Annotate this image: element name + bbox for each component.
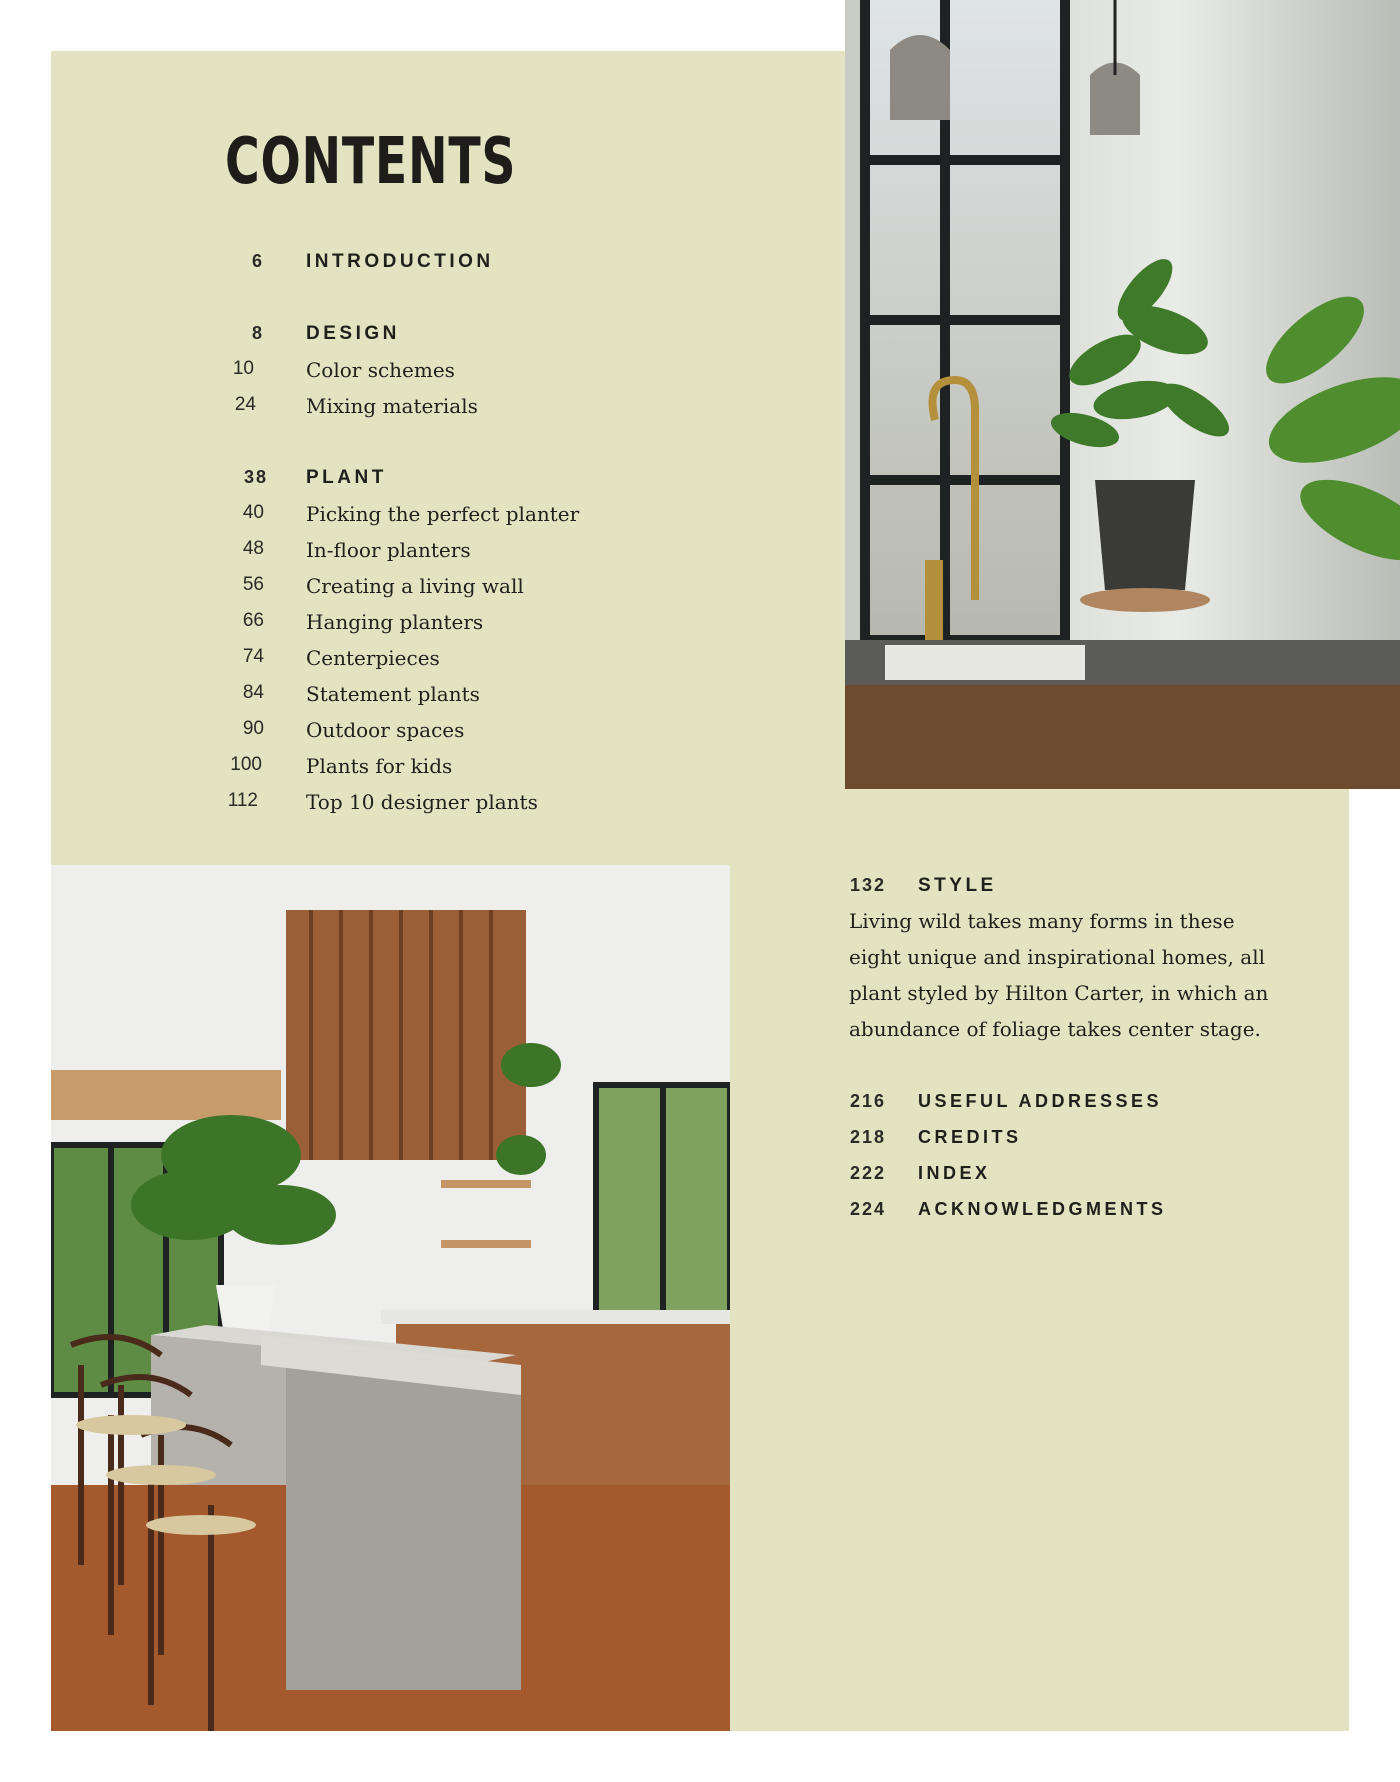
toc-page-number: 224 <box>849 1199 886 1219</box>
toc-entry-title: Statement plants <box>306 682 480 706</box>
toc-page-number: 38 <box>243 467 268 487</box>
toc-page-number: 216 <box>849 1091 886 1111</box>
page-title: CONTENTS <box>225 125 517 199</box>
toc-page-number: 74 <box>242 646 264 667</box>
toc-section-heading: USEFUL ADDRESSES <box>918 1091 1163 1111</box>
toc-page-number: 218 <box>849 1127 886 1147</box>
toc-section-heading: ACKNOWLEDGMENTS <box>918 1199 1167 1219</box>
toc-section-heading: CREDITS <box>918 1127 1022 1147</box>
toc-page-number: 112 <box>227 790 258 811</box>
toc-section-heading: DESIGN <box>306 323 400 344</box>
toc-page-number: 222 <box>849 1163 886 1183</box>
toc-page-number: 66 <box>242 610 264 631</box>
toc-entry-title: Picking the perfect planter <box>306 502 580 526</box>
toc-page-number: 56 <box>242 574 264 595</box>
toc-page-number: 48 <box>242 538 264 559</box>
toc-entry-title: Centerpieces <box>306 646 440 670</box>
toc-page-number: 90 <box>242 718 264 739</box>
toc-page-number: 8 <box>251 323 264 343</box>
toc-entry-title: Outdoor spaces <box>306 718 465 742</box>
kitchen-island-photo <box>51 865 730 1731</box>
toc-section-heading: INDEX <box>918 1163 991 1183</box>
toc-page-number: 100 <box>230 754 262 775</box>
toc-section-heading: STYLE <box>918 875 997 896</box>
toc-page-number: 6 <box>251 251 264 271</box>
toc-entry-title: In-floor planters <box>306 538 471 562</box>
toc-page-number: 132 <box>849 875 886 895</box>
toc-page-number: 40 <box>242 502 264 523</box>
toc-entry-title: Plants for kids <box>306 754 453 778</box>
toc-entry-title: Top 10 designer plants <box>306 790 538 814</box>
toc-entry-title: Hanging planters <box>306 610 484 634</box>
toc-entry-title: Creating a living wall <box>306 574 524 598</box>
toc-entry-title: Color schemes <box>306 358 455 382</box>
toc-page-number: 10 <box>232 358 254 379</box>
style-description: Living wild takes many forms in these eight unique and inspirational homes, all plant styled by Hilton Carter, in which an abundance of foliage takes center stage. <box>849 909 1269 1041</box>
toc-section-heading: PLANT <box>306 467 387 488</box>
toc-section-heading: INTRODUCTION <box>306 251 494 272</box>
toc-page-number: 84 <box>242 682 264 703</box>
toc-entry-title: Mixing materials <box>306 394 478 418</box>
kitchen-window-photo <box>845 0 1400 789</box>
toc-page-number: 24 <box>234 394 256 415</box>
